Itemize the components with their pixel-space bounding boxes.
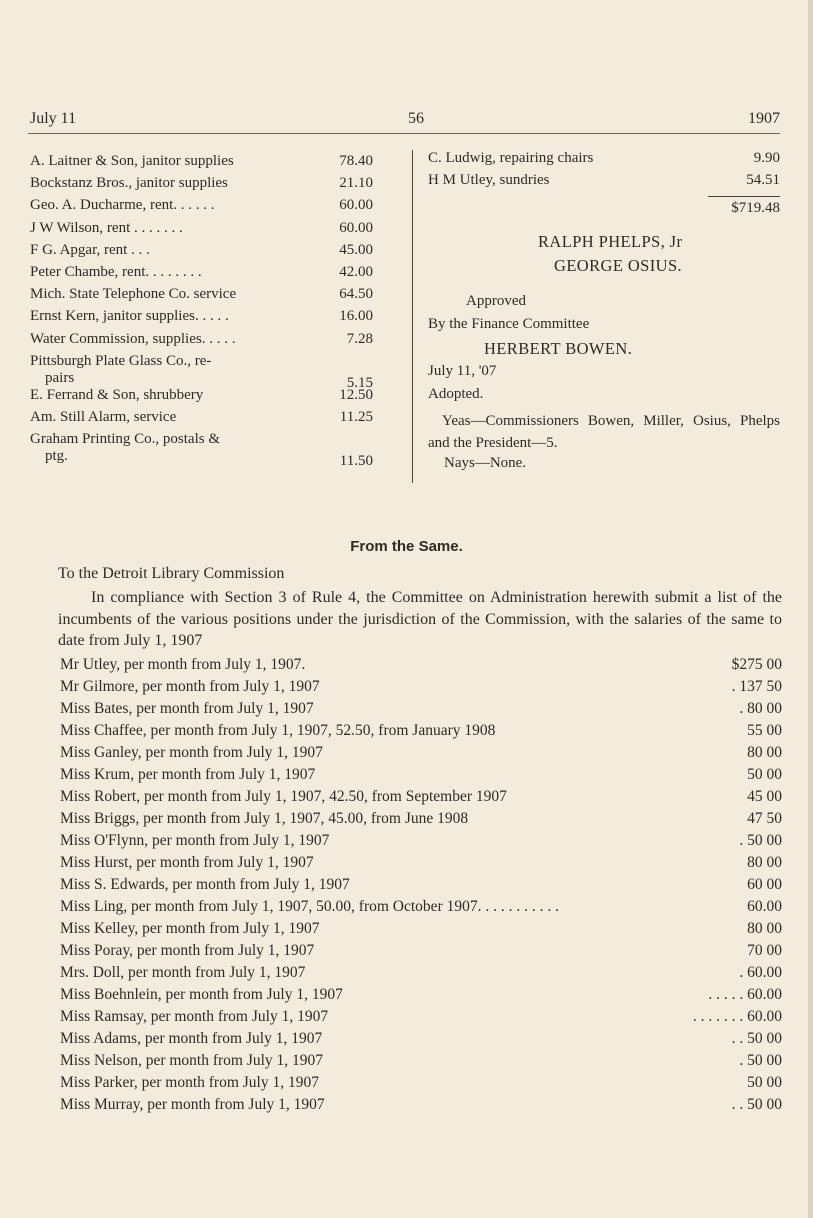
salary-row [60,788,782,810]
salary-row [60,1096,782,1118]
ledger-amount: 45.00 [339,241,373,258]
salary-row [60,920,782,942]
salary-amount: . 50 00 [739,832,782,849]
salary-row [60,1008,782,1030]
ledger-amount: 5.15 [346,374,373,391]
header-date: July 11 [30,110,77,127]
salary-row [60,832,782,854]
ledger-entry [30,286,373,308]
salary-amount: 60 00 [747,876,782,893]
salary-amount: 47 50 [747,810,782,827]
salary-amount: . . . . . . . 60.00 [692,1008,782,1025]
salary-amount: 45 00 [747,788,782,805]
salary-amount: 80 00 [747,920,782,937]
ledger-desc: Bockstanz Bros., janitor supplies [30,175,228,192]
ledger-desc: F G. Apgar, rent . . . [30,241,150,258]
ledger-amount: 11.25 [339,408,373,425]
salary-amount: 50 00 [747,766,782,783]
ledger-entry [428,150,780,172]
salary-row [60,942,782,964]
ledger-amount: 64.50 [339,286,373,303]
ledger-desc: E. Ferrand & Son, shrubbery [30,386,204,403]
salary-desc: Miss Boehnlein, per month from July 1, 1907 [60,986,343,1003]
ledger-desc: C. Ludwig, repairing chairs [428,150,594,166]
ledger-amount: 60.00 [339,197,373,214]
ledger-desc: Graham Printing Co., postals & [30,431,220,448]
salary-desc: Mr Utley, per month from July 1, 1907. [60,656,306,673]
header-year: 1907 [748,110,780,127]
ledger-desc: Am. Still Alarm, service [30,408,177,425]
salary-row [60,744,782,766]
ledger-amount: 11.50 [339,453,373,470]
salary-amount: . . 50 00 [731,1096,782,1113]
ledger-desc: A. Laitner & Son, janitor supplies [30,153,234,169]
salary-desc: Miss Krum, per month from July 1, 1907 [60,766,316,783]
salary-desc: Miss Nelson, per month from July 1, 1907 [60,1052,324,1069]
ledger-desc-continued: ptg. [45,448,68,465]
salary-amount: 80 00 [747,854,782,871]
ledger-entry [30,197,373,219]
ledger-amount: 60.00 [339,219,373,236]
salary-desc: Miss Adams, per month from July 1, 1907 [60,1030,323,1047]
salary-row [60,1030,782,1052]
salary-amount: $275 00 [731,656,782,673]
ledger-amount: 16.00 [339,308,373,325]
salary-row [60,986,782,1008]
salary-row [60,678,782,700]
salary-desc: Miss Poray, per month from July 1, 1907 [60,942,315,959]
salary-list [60,656,782,1118]
ledger-desc: J W Wilson, rent . . . . . . . [30,219,183,236]
salary-row [60,656,782,678]
nays-vote: Nays—None. [444,455,527,471]
salary-amount: 55 00 [747,722,782,739]
total-rule [708,196,780,197]
ledger-desc: Water Commission, supplies. . . . . [30,330,236,347]
yeas-vote: Yeas—Commissioners Bowen, Miller, Osius, Phelps and the President—5. [428,413,780,451]
salary-row [60,722,782,744]
salary-row [60,854,782,876]
header-rule [28,133,780,134]
ledger-amount: 42.00 [339,263,373,280]
salary-row [60,1052,782,1074]
salary-amount: 50 00 [747,1074,782,1091]
salary-amount: . 137 50 [731,678,782,695]
ledger-desc: Pittsburgh Plate Glass Co., re- [30,352,212,369]
addressee-line: To the Detroit Library Commission [58,565,285,582]
salary-desc: Mrs. Doll, per month from July 1, 1907 [60,964,306,981]
ledger-amount: 9.90 [753,150,780,166]
salary-amount: . 50 00 [739,1052,782,1069]
salary-desc: Miss Hurst, per month from July 1, 1907 [60,854,314,871]
ledger-right-column [428,150,780,471]
salary-desc: Miss Chaffee, per month from July 1, 1907, 52.50, from January 1908 [60,722,496,739]
ledger-desc: Ernst Kern, janitor supplies. . . . . [30,308,229,325]
signature-bowen: HERBERT BOWEN. [484,339,633,358]
salary-amount: . . 50 00 [731,1030,782,1047]
ledger-entry [30,352,373,391]
salary-row [60,700,782,722]
ledger-entry [30,220,373,242]
ledger-amount: 21.10 [339,175,373,192]
salary-desc: Miss Ramsay, per month from July 1, 1907 [60,1008,329,1025]
section-heading: From the Same. [350,538,463,555]
salary-desc: Miss S. Edwards, per month from July 1, 1907 [60,876,350,893]
page-header [30,110,780,134]
ledger-amount: 78.40 [339,153,373,169]
column-divider [412,150,413,483]
salary-desc: Miss Kelley, per month from July 1, 1907 [60,920,320,937]
signature-osius: GEORGE OSIUS. [554,256,683,275]
salary-amount: 70 00 [747,942,782,959]
salary-row [60,1074,782,1096]
salary-desc: Mr Gilmore, per month from July 1, 1907 [60,678,320,695]
salary-amount: 80 00 [747,744,782,761]
approval-date: July 11, '07 [428,363,497,379]
salary-amount: . 80 00 [739,700,782,717]
salary-row [60,898,782,920]
ledger-entry [30,409,373,431]
ledger-desc-continued: pairs [45,369,75,386]
ledger-desc: Peter Chambe, rent. . . . . . . . [30,263,202,280]
salary-amount: 60.00 [747,898,782,915]
salary-desc: Miss Briggs, per month from July 1, 1907, 45.00, from June 1908 [60,810,469,827]
salary-desc: Miss O'Flynn, per month from July 1, 1907 [60,832,330,849]
salary-desc: Miss Bates, per month from July 1, 1907 [60,700,314,717]
ledger-entry [30,331,373,353]
signature-phelps: RALPH PHELPS, Jr [538,232,683,251]
approved-by: By the Finance Committee [428,316,590,332]
approved-label: Approved [466,293,526,309]
adopted-label: Adopted. [428,386,484,402]
salary-desc: Miss Ganley, per month from July 1, 1907 [60,744,323,761]
salary-row [60,810,782,832]
salary-row [60,876,782,898]
ledger-desc: Mich. State Telephone Co. service [30,286,237,303]
ledger-entry [30,387,373,409]
ledger-entry [30,153,373,175]
ledger-amount: 12.50 [339,386,373,403]
ledger-total: $719.48 [731,200,780,216]
page-number: 56 [408,110,424,127]
salary-desc: Miss Ling, per month from July 1, 1907, 50.00, from October 1907. . . . . . . . . . . [60,898,559,915]
salary-desc: Miss Parker, per month from July 1, 1907 [60,1074,319,1091]
salary-amount: . 60.00 [739,964,782,981]
ledger-entry [30,431,373,470]
ledger-left-column [30,153,373,470]
ledger-desc: Geo. A. Ducharme, rent. . . . . . [30,197,215,214]
salary-desc: Miss Robert, per month from July 1, 1907, 42.50, from September 1907 [60,788,507,805]
ledger-amount: 54.51 [746,172,780,188]
salary-row [60,964,782,986]
salary-desc: Miss Murray, per month from July 1, 1907 [60,1096,325,1113]
ledger-entry [30,264,373,286]
ledger-entry [30,242,373,264]
ledger-entry [30,175,373,197]
ledger-amount: 7.28 [346,330,373,347]
ledger-desc: H M Utley, sundries [428,172,550,188]
ledger-entry [428,172,780,194]
intro-paragraph: In compliance with Section 3 of Rule 4, the Committee on Administration herewith submit a list of the incumbents of the various positions under the jurisdiction of the Commission, with the salaries of the same to date from July 1, 1907 [58,589,782,649]
page-edge [808,0,813,1218]
ledger-entry [30,308,373,330]
salary-amount: . . . . . 60.00 [708,986,782,1003]
salary-row [60,766,782,788]
